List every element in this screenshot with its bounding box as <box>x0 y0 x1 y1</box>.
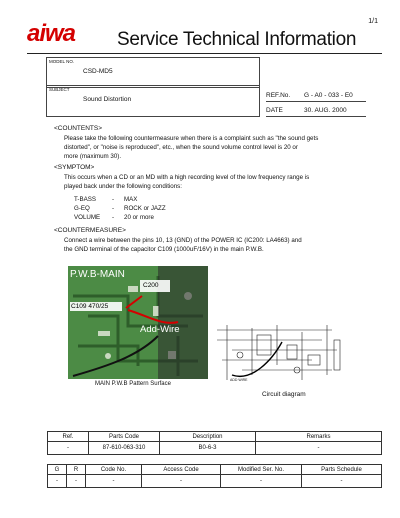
condition-name: T-BASS <box>74 196 97 203</box>
page-number: 1/1 <box>368 18 378 25</box>
photo-caption: MAIN P.W.B Pattern Surface <box>95 381 171 387</box>
schedule-cell: - <box>142 475 221 488</box>
parts-cell: B0-6-3 <box>160 442 256 455</box>
parts-cell: - <box>256 442 382 455</box>
condition-value: MAX <box>124 196 138 203</box>
circuit-diagram <box>212 320 342 386</box>
circuit-wire-label: ADD WIRE <box>230 378 248 382</box>
symptom-text <box>64 173 309 191</box>
ref-number <box>266 92 353 99</box>
countents-line: more (maximum 30). <box>64 153 122 160</box>
schedule-header: Access Code <box>142 465 221 475</box>
parts-header: Ref. <box>48 432 89 442</box>
pwb-photo <box>68 266 208 379</box>
pwb-label: P.W.B-MAIN <box>70 269 125 280</box>
header-rule <box>27 53 382 54</box>
parts-cell: - <box>48 442 89 455</box>
schedule-header: G <box>48 465 67 475</box>
symptom-line: This occurs when a CD or an MD with a high recording level of the low frequency range is <box>64 174 310 181</box>
condition-dash: - <box>112 214 115 221</box>
countents-line: Please take the following countermeasure when there is a complaint such as "the sound gets <box>64 135 319 142</box>
countents-text <box>64 134 318 161</box>
condition-value: 20 or more <box>124 214 154 221</box>
subject-label: SUBJECT <box>49 87 70 92</box>
countermeasure-heading: <COUNTERMEASURE> <box>54 227 126 234</box>
condition-name: VOLUME <box>74 214 101 221</box>
ref-label: REF.No. <box>266 92 291 99</box>
model-box <box>46 57 260 88</box>
ref-value: G - A0 - 033 - E0 <box>304 92 353 99</box>
countents-line: distorted", or "noise is reproduced", etc., when the sound volume control level is 20 or <box>64 144 298 151</box>
condition-dash: - <box>112 205 115 212</box>
pwb-photo-art <box>68 266 208 379</box>
schedule-table <box>47 464 382 488</box>
c109-label: C109 470/25 <box>71 303 109 310</box>
circuit-caption: Circuit diagram <box>262 391 306 398</box>
circuit-art <box>212 320 342 386</box>
symptom-line: played back under the following conditions: <box>64 183 182 190</box>
subject-box <box>46 85 260 117</box>
symptom-heading: <SYMPTOM> <box>54 164 95 171</box>
date-label: DATE <box>266 107 283 114</box>
date-underline <box>266 116 366 117</box>
countermeasure-text <box>64 236 302 254</box>
condition-dash: - <box>112 196 115 203</box>
schedule-cell: - <box>67 475 86 488</box>
condition-list <box>74 195 166 222</box>
condition-row <box>74 195 166 204</box>
model-label: MODEL NO. <box>49 59 75 64</box>
model-value: CSD-MD5 <box>83 68 113 75</box>
schedule-cell: - <box>86 475 142 488</box>
parts-header: Parts Code <box>89 432 160 442</box>
document-title: Service Technical Information <box>117 29 357 50</box>
parts-header: Description <box>160 432 256 442</box>
schedule-header: Code No. <box>86 465 142 475</box>
aiwa-logo: aiwa <box>27 20 76 47</box>
schedule-header: R <box>67 465 86 475</box>
condition-value: ROCK or JAZZ <box>124 205 166 212</box>
ref-underline <box>266 101 366 102</box>
schedule-header: Modified Ser. No. <box>221 465 302 475</box>
parts-header: Remarks <box>256 432 382 442</box>
schedule-cell: - <box>302 475 382 488</box>
parts-table <box>47 431 382 455</box>
schedule-header: Parts Schedule <box>302 465 382 475</box>
schedule-cell: - <box>221 475 302 488</box>
countermeasure-line: the GND terminal of the capacitor C109 (1000uF/16V) in the main P.W.B. <box>64 246 264 253</box>
add-wire-label: Add-Wire <box>140 324 180 335</box>
date-line <box>266 107 347 114</box>
condition-row <box>74 213 166 222</box>
c200-label: C200 <box>143 282 159 289</box>
countents-heading: <COUNTENTS> <box>54 125 103 132</box>
schedule-cell: - <box>48 475 67 488</box>
parts-cell: 87-610-063-310 <box>89 442 160 455</box>
condition-name: G-EQ <box>74 205 90 212</box>
subject-value: Sound Distortion <box>83 96 132 103</box>
date-value: 30. AUG. 2000 <box>304 107 347 114</box>
condition-row <box>74 204 166 213</box>
countermeasure-line: Connect a wire between the pins 10, 13 (GND) of the POWER IC (IC200: LA4663) and <box>64 237 302 244</box>
